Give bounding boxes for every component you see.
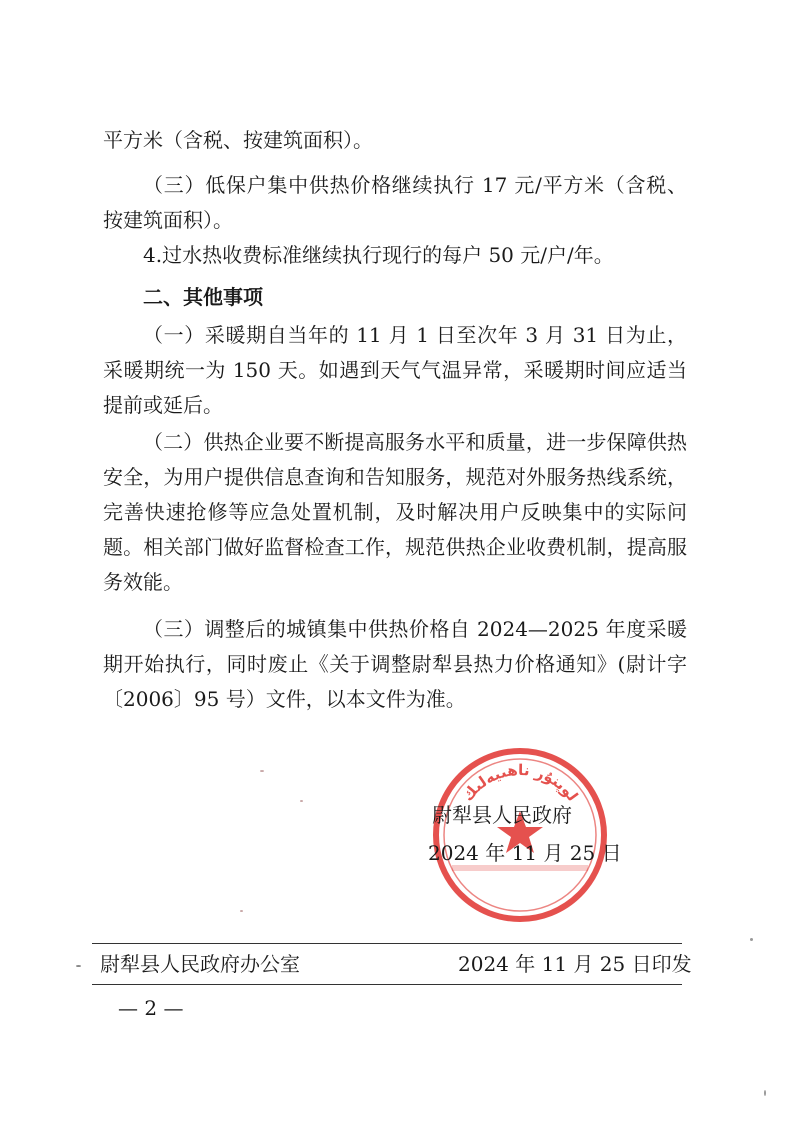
footer-top-rule	[92, 943, 682, 944]
official-seal-icon	[430, 745, 610, 925]
signature-date: 2024 年 11 月 25 日	[428, 841, 622, 865]
scan-speck	[300, 800, 303, 802]
svg-text:لوپنۇر ناھىيەلىك: لوپنۇر ناھىيەلىك	[458, 760, 582, 805]
scan-speck	[750, 938, 753, 941]
section-heading-other-matters: 二、其他事项	[143, 285, 263, 309]
body-paragraph-1: 平方米（含税、按建筑面积）。	[103, 128, 373, 152]
signature-organization: 尉犁县人民政府	[432, 803, 572, 827]
scan-speck	[260, 770, 264, 772]
body-paragraph-2: （三）低保户集中供热价格继续执行 17 元/平方米（含税、按建筑面积）。	[103, 173, 687, 232]
body-paragraph-3: 4.过水热收费标准继续执行现行的每户 50 元/户/年。	[143, 243, 614, 267]
body-paragraph-6: （三）调整后的城镇集中供热价格自 2024—2025 年度采暖期开始执行，同时废止《关于调整尉犁县热力价格通知》(尉计字〔2006〕95 号）文件，以本文件为准。	[103, 617, 687, 711]
body-paragraph-5: （二）供热企业要不断提高服务水平和质量，进一步保障供热安全，为用户提供信息查询和告知服务，规范对外服务热线系统，完善快速抢修等应急处置机制，及时解决用户反映集中的实际问题。相关部门做好监督检查工作，规范供热企业收费机制，提高服务效能。	[103, 430, 687, 594]
footer-print-date: 2024 年 11 月 25 日印发	[458, 952, 692, 976]
scan-speck	[240, 910, 243, 912]
footer-bottom-rule	[92, 984, 682, 985]
scan-speck	[76, 965, 81, 967]
body-paragraph-4: （一）采暖期自当年的 11 月 1 日至次年 3 月 31 日为止，采暖期统一为 150 天。如遇到天气气温异常，采暖期时间应适当提前或延后。	[103, 323, 687, 417]
scan-speck	[764, 1090, 766, 1096]
footer-issuer: 尉犁县人民政府办公室	[100, 952, 300, 976]
page-number: — 2 —	[118, 996, 184, 1020]
